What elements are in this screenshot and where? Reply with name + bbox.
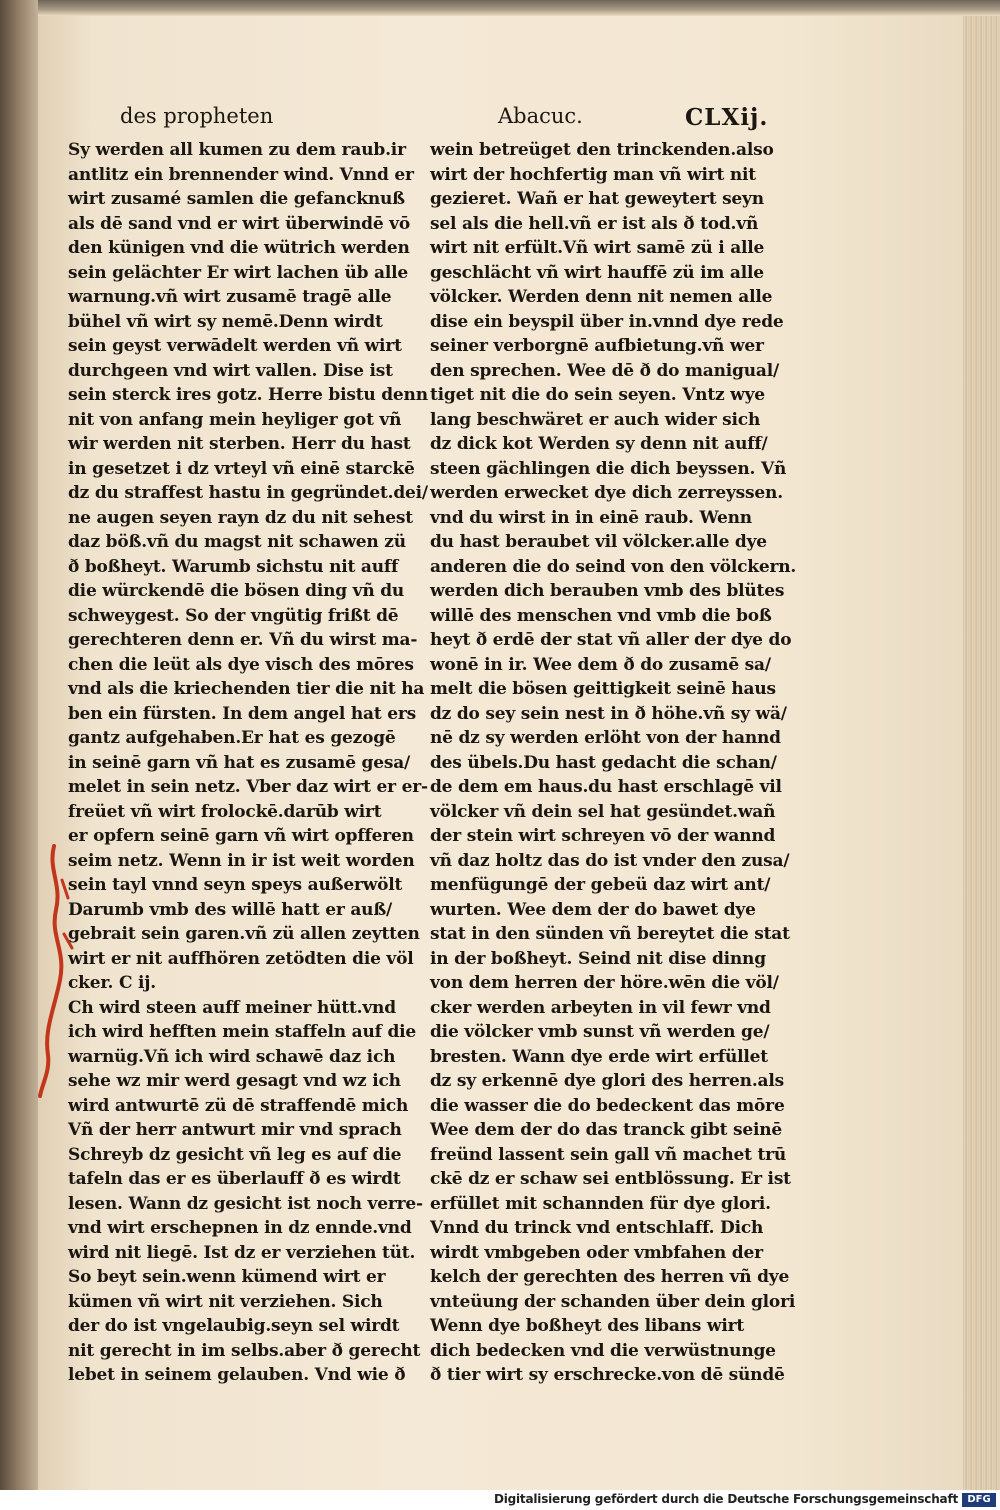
text-line: willē des menschen vnd vmb die boß bbox=[430, 605, 772, 626]
text-line: wirt er nit auffhören zetödten die völ bbox=[68, 948, 414, 969]
text-line: die wasser die do bedeckent das mōre bbox=[430, 1095, 785, 1116]
text-line: wirt zusamé samlen die gefancknuß bbox=[68, 189, 405, 209]
text-line: kelch der gerechten des herren vñ dye bbox=[430, 1267, 790, 1287]
text-line: de dem em haus.du hast erschlagē vil bbox=[430, 777, 782, 797]
text-line: durchgeen vnd wirt vallen. Dise ist bbox=[68, 360, 393, 381]
text-line: wein betreüget den trinckenden.also bbox=[430, 140, 774, 160]
text-line: gebrait sein garen.vñ zü allen zeytten bbox=[68, 924, 420, 944]
text-line: schweygest. So der vngütig frißt dē bbox=[68, 605, 399, 626]
text-line: sein geyst verwādelt werden vñ wirt bbox=[68, 336, 402, 356]
text-line: in seinē garn vñ hat es zusamē gesa/ bbox=[68, 752, 411, 773]
text-line: heyt ð erdē der stat vñ aller der dye do bbox=[430, 630, 792, 650]
text-line: erfüllet mit schannden für dye glori. bbox=[430, 1193, 771, 1214]
text-line: ben ein fürsten. In dem angel hat ers bbox=[68, 703, 416, 724]
text-line: anderen die do seind von den völckern. bbox=[430, 556, 797, 577]
text-line: chen die leüt als dye visch des mōres bbox=[68, 654, 414, 675]
text-line: lesen. Wann dz gesicht ist noch verre- bbox=[68, 1193, 423, 1214]
text-line: ð boßheyt. Warumb sichstu nit auff bbox=[68, 556, 399, 577]
text-line: Vñ der herr antwurt mir vnd sprach bbox=[68, 1120, 402, 1140]
text-line: dz dick kot Werden sy denn nit auff/ bbox=[430, 434, 768, 454]
red-initial-rubric bbox=[38, 840, 78, 1100]
text-line: in gesetzet i dz vrteyl vñ einē starckē bbox=[68, 458, 415, 479]
text-line: in der boßheyt. Seind nit dise dinng bbox=[430, 948, 766, 969]
text-line: den sprechen. Wee dē ð do manigual/ bbox=[430, 360, 779, 381]
text-line: wird nit liegē. Ist dz er verziehen tüt. bbox=[68, 1242, 416, 1263]
text-line: völcker. Werden denn nit nemen alle bbox=[430, 287, 773, 307]
text-line: gantz aufgehaben.Er hat es gezogē bbox=[68, 728, 396, 748]
text-line: daz böß.vñ du magst nit schawen zü bbox=[68, 532, 406, 552]
text-line: dz sy erkennē dye glori des herren.als bbox=[430, 1071, 784, 1091]
text-line: werden dich berauben vmb des blütes bbox=[430, 581, 785, 601]
text-line: dise ein beyspil über in.vnnd dye rede bbox=[430, 311, 784, 332]
text-line: cker. C ij. bbox=[68, 973, 156, 993]
text-line: ne augen seyen rayn dz du nit sehest bbox=[68, 507, 413, 528]
text-line: ð tier wirt sy erschrecke.von dē sündē bbox=[430, 1365, 785, 1385]
folio-number: CLXij. bbox=[685, 104, 769, 131]
text-line: wirt der hochfertig man vñ wirt nit bbox=[430, 164, 756, 185]
text-line: dz du straffest hastu in gegründet.dei/ bbox=[68, 483, 428, 503]
text-line: vnd wirt erschepnen in dz ennde.vnd bbox=[68, 1218, 412, 1238]
text-line: von dem herren der höre.wēn die völ/ bbox=[430, 973, 779, 993]
text-line: sel als die hell.vñ er ist als ð tod.vñ bbox=[430, 213, 759, 234]
right-text-column bbox=[430, 138, 797, 1388]
text-line: der do ist vngelaubig.seyn sel wirdt bbox=[68, 1316, 400, 1336]
text-line: Vnnd du trinck vnd entschlaff. Dich bbox=[430, 1218, 764, 1238]
text-line: gerechteren denn er. Vñ du wirst ma- bbox=[68, 630, 418, 650]
text-line: lang beschwäret er auch wider sich bbox=[430, 409, 761, 430]
text-line: geschlächt vñ wirt hauffē zü im alle bbox=[430, 262, 764, 283]
text-line: den künigen vnd die wütrich werden bbox=[68, 238, 410, 258]
text-line: freüet vñ wirt frolockē.darūb wirt bbox=[68, 801, 382, 822]
text-line: Wenn dye boßheyt des libans wirt bbox=[430, 1316, 744, 1336]
text-line: der stein wirt schreyen vō der wannd bbox=[430, 826, 776, 846]
text-line: tiget nit die do sein seyen. Vntz wye bbox=[430, 385, 765, 405]
text-line: Wee dem der do das tranck gibt seinē bbox=[430, 1120, 783, 1140]
running-head-center: Abacuc. bbox=[498, 104, 583, 128]
text-line: wir werden nit sterben. Herr du hast bbox=[68, 434, 411, 454]
text-line: warnung.vñ wirt zusamē tragē alle bbox=[68, 287, 392, 307]
text-line: Ch wird steen auff meiner hütt.vnd bbox=[68, 997, 396, 1018]
text-line: Darumb vmb des willē hatt er auß/ bbox=[68, 899, 393, 920]
text-line: seiner verborgnē aufbietung.vñ wer bbox=[430, 336, 764, 356]
text-line: sehe wz mir werd gesagt vnd wz ich bbox=[68, 1071, 401, 1091]
text-line: wurten. Wee dem der do bawet dye bbox=[430, 899, 756, 920]
text-line: So beyt sein.wenn kümend wirt er bbox=[68, 1267, 386, 1287]
left-text-column bbox=[68, 138, 428, 1388]
running-head-left: des propheten bbox=[120, 104, 274, 128]
text-line: ckē dz er schaw sei entblössung. Er ist bbox=[430, 1169, 791, 1189]
text-line: bühel vñ wirt sy nemē.Denn wirdt bbox=[68, 311, 383, 332]
text-line: als dē sand vnd er wirt überwindē vō bbox=[68, 213, 410, 234]
text-line: steen gächlingen die dich beyssen. Vñ bbox=[430, 458, 787, 479]
footer-credit: Digitalisierung gefördert durch die Deutsche Forschungsgemeinschaft bbox=[493, 1492, 958, 1506]
text-line: er opfern seinē garn vñ wirt opfferen bbox=[68, 826, 414, 846]
text-line: wirdt vmbgeben oder vmbfahen der bbox=[430, 1242, 763, 1263]
dfg-logo: DFG bbox=[962, 1493, 996, 1507]
text-line: lebet in seinem gelauben. Vnd wie ð bbox=[68, 1365, 406, 1385]
footer-bar bbox=[0, 1490, 1000, 1510]
text-line: vnd du wirst in in einē raub. Wenn bbox=[430, 507, 752, 528]
text-line: seim netz. Wenn in ir ist weit worden bbox=[68, 850, 415, 871]
text-line: ich wird hefften mein staffeln auf die bbox=[68, 1022, 417, 1042]
text-line: gezieret. Wañ er hat geweytert seyn bbox=[430, 189, 764, 209]
text-line: nē dz sy werden erlöht von der hannd bbox=[430, 728, 781, 748]
text-line: wird antwurtē zü dē straffendē mich bbox=[68, 1095, 409, 1116]
text-line: nit gerecht in im selbs.aber ð gerecht bbox=[68, 1340, 421, 1361]
text-line: wonē in ir. Wee dem ð do zusamē sa/ bbox=[430, 654, 771, 675]
text-line: stat in den sünden vñ bereytet die stat bbox=[430, 924, 790, 944]
text-line: sein sterck ires gotz. Herre bistu denn bbox=[68, 385, 428, 405]
text-line: des übels.Du hast gedacht die schan/ bbox=[430, 752, 777, 773]
text-line: die völcker vmb sunst vñ werden ge/ bbox=[430, 1022, 770, 1042]
text-line: werden erwecket dye dich zerreyssen. bbox=[430, 483, 783, 503]
text-line: antlitz ein brennender wind. Vnnd er bbox=[68, 164, 414, 185]
text-line: tafeln das er es überlauff ð es wirdt bbox=[68, 1169, 401, 1189]
text-line: vñ daz holtz das do ist vnder den zusa/ bbox=[430, 850, 790, 871]
text-line: du hast beraubet vil völcker.alle dye bbox=[430, 532, 767, 552]
text-line: vnd als die kriechenden tier die nit ha bbox=[68, 679, 425, 699]
text-line: nit von anfang mein heyliger got vñ bbox=[68, 409, 402, 430]
text-line: die würckendē die bösen ding vñ du bbox=[68, 581, 405, 601]
text-line: wirt nit erfült.Vñ wirt samē zü i alle bbox=[430, 238, 765, 258]
text-line: menfügungē der gebeü daz wirt ant/ bbox=[430, 875, 771, 895]
text-line: bresten. Wann dye erde wirt erfüllet bbox=[430, 1046, 768, 1067]
text-line: freünd lassent sein gall vñ machet trū bbox=[430, 1144, 787, 1165]
text-line: kümen vñ wirt nit verziehen. Sich bbox=[68, 1291, 383, 1312]
text-line: völcker vñ dein sel hat gesündet.wañ bbox=[430, 801, 776, 822]
text-line: Schreyb dz gesicht vñ leg es auf die bbox=[68, 1144, 402, 1165]
text-line: dz do sey sein nest in ð höhe.vñ sy wä/ bbox=[430, 703, 787, 724]
text-line: warnüg.Vñ ich wird schawē daz ich bbox=[68, 1046, 396, 1067]
text-line: melet in sein netz. Vber daz wirt er er- bbox=[68, 777, 428, 797]
text-line: cker werden arbeyten in vil fewr vnd bbox=[430, 997, 771, 1018]
page-fore-edge bbox=[963, 0, 1000, 1490]
text-line: sein gelächter Er wirt lachen üb alle bbox=[68, 262, 408, 283]
text-line: vnteüung der schanden über dein glori bbox=[430, 1291, 796, 1312]
text-line: Sy werden all kumen zu dem raub.ir bbox=[68, 140, 406, 160]
top-page-edge bbox=[38, 0, 1000, 16]
text-line: dich bedecken vnd die verwüstnunge bbox=[430, 1340, 776, 1361]
text-line: sein tayl vnnd seyn speys außerwölt bbox=[68, 875, 403, 895]
text-line: melt die bösen geittigkeit seinē haus bbox=[430, 679, 776, 699]
